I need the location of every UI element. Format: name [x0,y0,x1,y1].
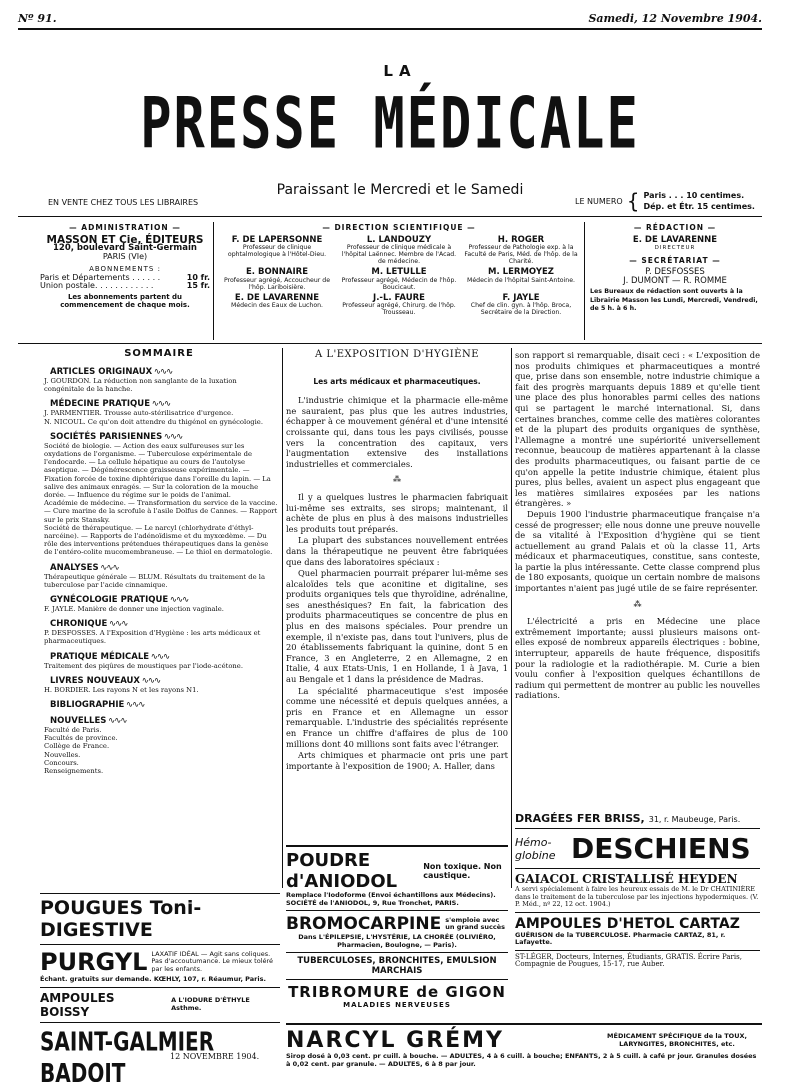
paragraph: L'industrie chimique et la pharmacie elle-même ne sauraient, pas plus que les autres industries, échapper à ce mouvement général et d'une intensité croissante qui, dans tous les pays civilisés, pousse vers la concentration des capitaux, vers l'augmentation extensive des installations industrielles et commerciales. [286,395,508,469]
ad-purgyl: PURGYL [40,948,148,976]
director-entry [462,236,580,266]
director-desc: Professeur de clinique médicale à l'hôpital Laënnec. Membre de l'Acad. de médecine. [341,244,457,265]
ad-hetol-desc: GUÉRISON de la TUBERCULOSE. Pharmacie CARTAZ, 81, r. Lafayette. [515,930,726,946]
ad-tribromure-sub: MALADIES NERVEUSES [343,1001,451,1009]
sommaire-item: Académie de médecine. — Transformation du service de la vaccine. — Cure marine de la scrofule à l'asile Dolfus de Cannes. — Rapport sur le prix Stansky. [44,499,278,524]
sommaire-item: Thérapeutique générale — BLUM. Résultats du traitement de la tuberculose par l'acide cinnamique. [44,572,266,589]
director-name: E. BONNAIRE [245,267,309,277]
sommaire-section-heading [50,619,278,629]
squiggle-icon: ∿∿∿ [140,675,161,686]
sommaire-section-heading [50,563,278,573]
director-name: F. DE LAPERSONNE [231,234,323,245]
asterism-icon: ⁂ [393,475,401,485]
director-name: E. DE LAVARENNE [234,292,320,303]
ad-tribromure: TRIBROMURE de GIGON [288,983,506,1001]
director-name: F. JAYLE [502,292,540,303]
ad-bromocarpine: BROMOCARPINE [286,914,442,934]
price-paris: Paris . . . 10 centimes. [643,191,745,200]
squiggle-icon: ∿∿∿ [152,367,173,377]
sommaire-item: Nouvelles. [44,750,81,759]
paragraph: Depuis 1900 l'industrie pharmaceutique française n'a cessé de progresser; elle nous donne une preuve nouvelle de sa vitalité à l'Exposition d'hygiène qui se tient actuellement au grand Palais et où la classe 11, Arts médicaux et pharmaceutiques, constitue, sans conteste, la partie la plus intéressante. Cette classe comprend plus de 180 exposants, quoique un certain nombre de maisons importantes n'aient pas jugé utile de se faire représenter. [515,508,760,594]
redaction-title: — RÉDACTION — [633,223,717,232]
ads-right [515,812,760,969]
director-name: E. DE LAVARENNE [632,234,718,245]
squiggle-icon: ∿∿∿ [98,562,119,573]
ad-narcyl [286,1020,762,1068]
squiggle-icon: ∿∿∿ [162,431,183,442]
section-label: PRATIQUE MÉDICALE [50,651,150,662]
paragraph: La spécialité pharmaceutique s'est imposée comme une nécessité et depuis quelques années, a pris en France et en Allemagne un essor remarquable. L'industrie des spécialités représente en France un chiffre d'affaires de plus de 100 millions dont 40 millions sont faits avec l'étranger. [286,685,508,749]
sommaire-item: H. BORDIER. Les rayons N et les rayons N1. [44,685,199,694]
squiggle-icon: ∿∿∿ [124,700,145,711]
paragraph: La plupart des substances nouvellement entrées dans la thérapeutique ne peuvent être fabriquées que dans des laboratoires spéciaux : [286,535,508,567]
ad-aniodol-desc: Remplace l'Iodoforme (Envoi échantillons aux Médecins). SOCIÉTÉ de l'ANIODOL, 9, Rue Tronchet, PARIS. [286,891,496,907]
paragraph: son rapport si remarquable, disait ceci : « L'exposition de nos produits chimiques et pharmaceutiques a montré que, prise dans son ensemble, notre industrie chimique a fait des progrès marquants depuis 1889 et qu'elle tient une place des plus honorables parmi celles des nations qui se partagent le marché international. Si, dans certaines branches, comme celle des matières colorantes et de la plupart des produits organiques de synthèse, l'Allemagne a montré une supériorité universellement reconnue, beaucoup de matières appartenant à la classe des produits pharmaceutiques, ou faisant partie de ce qu'on appelle la petite industrie chimique, étaient plus pures, plus belles, avaient un aspect plus engageant que les matières similaires exposées par les nations étrangères. » [515,350,760,509]
ad-saint-leger: ST-LÉGER, Docteurs, Internes, Étudiants, GRATIS. Écrire Paris, Compagnie de Pougues, 15-17, rue Auber. [515,952,742,968]
director-desc: Professeur agrégé, Médecin de l'hôp. Boucicaut. [341,276,457,291]
sommaire-item: Société de thérapeutique. — Le narcyl (chlorhydrate d'éthyl-narcéine). — Rapports de l'adénoïdisme et du myxœdème. — Du rôle des interventions prétendues thérapeutiques dans la genèse de l'entéro-colite mucomembraneuse. — Le thiol en dermatologie. [44,523,273,557]
secretariat-title: — SECRÉTARIAT — [629,255,721,265]
director-desc: Professeur agrégé, Chirurg. de l'hôp. Trousseau. [342,302,456,316]
sommaire-item: P. DESFOSSES. A l'Exposition d'Hygiène : les arts médicaux et pharmaceutiques. [44,629,261,646]
ad-gaiacol-desc: A servi spécialement à faire les heureux essais de M. le Dr CHATINIÈRE dans le traitement de la tuberculose par les injections hypodermiques. (V. P. Méd., nº 22, 12 oct. 1904.) [515,885,759,908]
section-label: CHRONIQUE [50,619,108,630]
sommaire-item: Société de biologie. — Action des eaux sulfureuses sur les oxydations de l'organisme. — Tuberculose expérimentale de l'endocarde. — La cellule hépatique au cours de l'autolyse aseptique. — Dégénérescence graisseuse expérimentale. — Fixation forcée de toxine diphtérique dans l'oreille du lapin. — La salive des animaux enragés. — Sur la coloration de la mouche dorée. — Influence du régime sur le poids de l'animal. [44,441,271,500]
sommaire-section-heading [50,595,278,605]
director-name: L. LANDOUZY [366,234,432,245]
director-desc: Professeur de clinique ophtalmologique à l'Hôtel-Dieu. [227,244,327,258]
asterism-icon: ⁂ [633,599,642,609]
paragraph: L'électricité a pris en Médecine une place extrêmement importante; aussi plusieurs maisons ont-elles exposé de nombreux appareils électriques : bobine, interrupteur, appareils de haute fréquence, dispositifs pour la radiologie et la radiothérapie. M. Curie a bien voulu confier à l'exposition quelques échantillons de radium qui permettent de montrer au public les nouvelles radiations. [515,616,760,701]
article-heading: A L'EXPOSITION D'HYGIÈNE [314,349,480,360]
article-subheading: Les arts médicaux et pharmaceutiques. [313,376,481,386]
ad-aniodol: POUDRE d'ANIODOL [286,850,398,892]
director-entry [340,294,458,317]
ad-bromo-desc: Dans L'ÉPILEPSIE, L'HYSTÉRIE, LA CHORÉE (OLIVIÉRO, Pharmacien, Boulogne, — Paris). [298,933,496,949]
squiggle-icon: ∿∿∿ [168,595,189,606]
content-rule [18,343,762,344]
sommaire-title: SOMMAIRE [124,348,194,359]
header-rule [18,216,762,217]
price-block [575,190,755,212]
sommaire-list [40,367,278,775]
director-desc: Médecin des Eaux de Luchon. [230,302,324,309]
issue-date: Samedi, 12 Novembre 1904. [588,12,762,25]
redaction-box [590,224,760,314]
sommaire-item: Facultés de province. [44,734,118,743]
ad-hemoglobine: Hémo-globine [515,835,556,862]
director-name: H. ROGER [497,234,545,245]
director-entry [218,268,336,291]
section-label: ANALYSES [50,562,99,573]
ad-boissy-desc: A L'IODURE D'ÉTHYLE Asthme. [171,996,250,1012]
numero-label: LE NUMERO [575,196,623,206]
sommaire-section-heading [50,399,278,409]
article-column-2 [515,350,760,701]
section-label: MÉDECINE PRATIQUE [50,399,150,410]
paragraph: Il y a quelques lustres le pharmacien fabriquait lui-même ses extraits, ses sirops; maintenant, il achète de plus en plus à des maisons industrielles les produits tout préparés. [286,491,508,534]
squiggle-icon: ∿∿∿ [107,619,128,630]
subscription-row: Paris et Départements . . . . . . 10 fr. [40,272,210,282]
secretary-2: J. DUMONT — R. ROMME [623,275,727,286]
sommaire-section-heading [50,676,278,686]
publisher-city: PARIS (VIe) [102,251,148,261]
sommaire-section-heading [50,652,278,662]
ad-purgyl-addr: Échant. gratuits sur demande. KŒHLY, 107, r. Réaumur, Paris. [40,975,266,983]
brace-icon: { [626,189,640,213]
vente-text: EN VENTE CHEZ TOUS LES LIBRAIRES [48,198,199,207]
abonnements-label: ABONNEMENTS : [89,265,161,273]
sommaire-item: J. PARMENTIER. Trousse auto-stérilisatrice d'urgence. [44,409,234,418]
director-role: DIRECTEUR [654,245,696,251]
director-name: M. LETULLE [371,267,427,277]
director-name: M. LERMOYEZ [488,267,554,277]
director-entry [340,268,458,291]
ad-marchais: TUBERCULOSES, BRONCHITES, EMULSION MARCHAIS [297,956,497,976]
column-divider [511,348,512,888]
ads-left [40,890,280,1082]
publisher-name: MASSON ET Cie, ÉDITEURS [46,233,204,246]
sommaire-section-heading [50,716,278,726]
price-dep: Dép. et Étr. 15 centimes. [643,202,755,211]
sommaire-column [40,348,278,775]
sommaire-section-heading [50,700,278,710]
issue-bar [18,12,762,30]
administration-box [40,224,210,310]
director-entry [218,294,336,317]
director-entry [462,268,580,291]
ad-hetol: AMPOULES D'HETOL CARTAZ [515,915,740,932]
header-divider [213,222,214,340]
ad-aniodol-side: Non toxique. Non caustique. [423,862,502,880]
section-label: BIBLIOGRAPHIE [50,700,125,711]
secretary-1: P. DESFOSSES [645,267,705,277]
subscription-row: Union postale. . . . . . . . . . . . 15 fr. [40,281,210,290]
section-label: ARTICLES ORIGINAUX [50,367,153,377]
director-entry [340,236,458,266]
masthead-title: PRESSE MÉDICALE [140,84,640,165]
sommaire-item: Faculté de Paris. [44,726,102,735]
ads-middle [286,842,508,1009]
column-divider [282,348,283,888]
tagline: Paraissant le Mercredi et le Samedi [276,182,524,198]
subscription-note: Les abonnements partent du commencement de chaque mois. [60,292,190,309]
director-desc: Médecin de l'hôpital Saint-Antoine. [467,276,575,284]
sommaire-item: Collège de France. [44,742,110,751]
squiggle-icon: ∿∿∿ [106,716,127,727]
sommaire-item: Renseignements. [44,767,104,776]
squiggle-icon: ∿∿∿ [150,399,171,410]
ad-dragees: DRAGÉES FER BRISS, [515,812,645,825]
sommaire-item: Traitement des piqûres de moustiques par l'iode-acétone. [44,661,243,670]
article-column-1 [286,350,508,772]
masthead-la: LA [383,62,417,80]
sommaire-item: F. JAYLE. Manière de donner une injection vaginale. [44,605,224,614]
ad-deschiens: DESCHIENS [571,832,751,865]
paragraph: Arts chimiques et pharmacie ont pris une part importante à l'exposition de 1900; A. Haller, dans [286,750,508,771]
sommaire-section-heading [50,367,278,377]
director-entry [462,294,580,317]
director-entry [218,236,336,266]
administration-title: — ADMINISTRATION — [69,223,181,232]
ad-purgyl-desc: LAXATIF IDÉAL — Agit sans coliques. Pas d'accoutumance. Le mieux toléré par les enfants. [151,949,274,973]
director-desc: Chef de clin. gyn. à l'hôp. Broca, Secrétaire de la Direction. [470,302,572,316]
ad-narcyl-title: NARCYL GRÉMY [286,1028,504,1053]
sommaire-item: J. GOURDON. La réduction non sanglante de la luxation congénitale de la hanche. [44,377,237,394]
direction-grid [218,236,580,317]
direction-title: — DIRECTION SCIENTIFIQUE — [322,223,476,232]
section-label: NOUVELLES [50,716,107,727]
ad-narcyl-right: MÉDICAMENT SPÉCIFIQUE de la TOUX, LARYNGITES, BRONCHITES, etc. [607,1032,747,1048]
ad-boissy: AMPOULES BOISSY [40,990,115,1019]
ad-gaiacol: GAIACOL CRISTALLISÉ HEYDEN [515,872,738,886]
section-label: SOCIÉTÉS PARISIENNES [50,431,163,442]
director-name: J.-L. FAURE [373,292,425,303]
paragraph: Quel pharmacien pourrait préparer lui-même ses alcaloïdes tels que aconitine et digitaline, ses produits organiques tels que thyroïdine, adrénaline, ses anesthésiques? En fait, la fabrication des produits pharmaceutiques se concentre de plus en plus en des maisons spéciales. Pour prendre un exemple, il n'existe pas, dans tout l'univers, plus de 20 établissements fabriquant la quinine, dont 5 en France, 3 en Angleterre, 2 en Allemagne, 2 en Italie, 4 aux Etats-Unis, 1 en Hollande, 1 à Java, 1 au Bengale et 1 dans la présidence de Madras. [286,568,508,685]
sommaire-item: Concours. [44,758,79,767]
director-desc: Professeur de Pathologie exp. à la Faculté de Paris, Méd. de l'hôp. de la Charité. [464,244,578,265]
publisher-address: 120, boulevard Saint-Germain [52,243,197,253]
redaction-note: Les Bureaux de rédaction sont ouverts à la Librairie Masson les Lundi, Mercredi, Vendredi, de 5 h. à 6 h. [590,288,758,312]
sommaire-item: N. NICOUL. Ce qu'on doit attendre du thigénol en gynécologie. [44,417,263,426]
ad-badoit: SAINT-GALMIER BADOIT [40,1025,215,1082]
squiggle-icon: ∿∿∿ [149,651,170,662]
section-label: GYNÉCOLOGIE PRATIQUE [50,595,169,606]
ad-dragees-addr: 31, r. Maubeuge, Paris. [648,815,741,824]
direction-box [218,224,580,316]
section-label: LIVRES NOUVEAUX [50,675,140,686]
ad-pougues: POUGUES Toni-DIGESTIVE [40,897,202,941]
sommaire-section-heading [50,432,278,442]
ad-narcyl-desc: Sirop dosé à 0,03 cent. pr cuill. à bouche. — ADULTES, 4 à 6 cuill. à bouche; ENFANTS, 2 à 5 cuill. à café pr jour. Granules dosées à 0,02 cent. par granule. — ADULTES, 6 à 8 par jour. [286,1052,757,1068]
ad-bromo-side: s'emploie avec un grand succès [445,915,506,931]
header-divider [584,222,585,340]
footer-date: 12 NOVEMBRE 1904. [170,1052,260,1061]
director-desc: Professeur agrégé, Accoucheur de l'hôp. Lariboisière. [223,276,331,291]
issue-number: Nº 91. [18,12,57,25]
